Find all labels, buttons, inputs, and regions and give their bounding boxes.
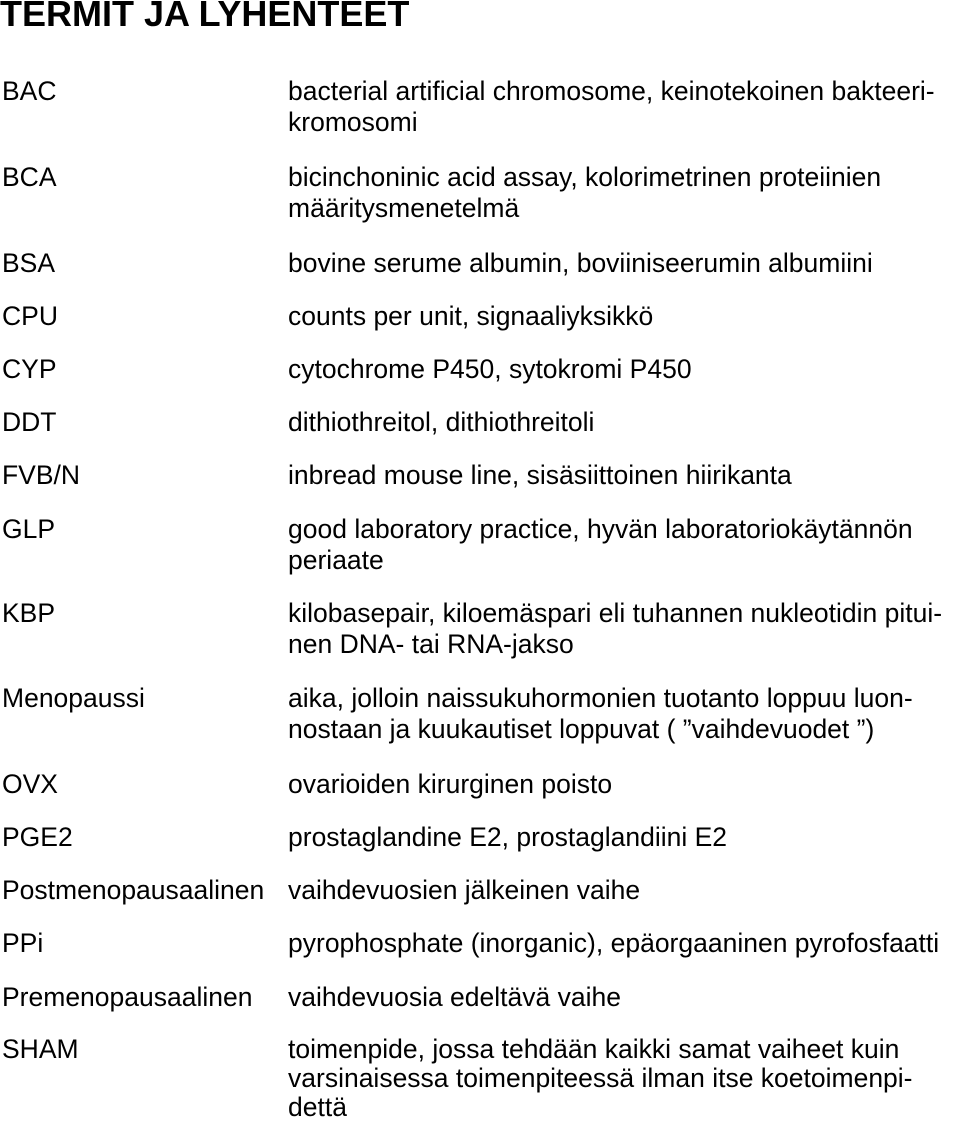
abbreviation-definition [288,407,956,438]
abbreviation-definition [288,460,956,491]
abbreviation-term: SHAM [2,1034,79,1064]
abbreviation-definition [288,875,956,906]
abbreviation-term: Premenopausaalinen [2,982,253,1012]
abbreviation-definition [288,928,956,959]
definition-line: counts per unit, signaaliyksikkö [288,301,654,331]
abbreviation-term: PGE2 [2,822,73,852]
abbreviation-term: BSA [2,248,56,278]
definition-line: cytochrome P450, sytokromi P450 [288,354,692,384]
abbreviation-definition [288,301,956,332]
definition-line: pyrophosphate (inorganic), epäorgaaninen pyrofosfaatti [288,928,940,958]
abbreviation-definition [288,769,956,800]
definition-line: inbread mouse line, sisäsiittoinen hiirikanta [288,460,792,490]
definition-line: bovine serume albumin, boviiniseerumin albumiini [288,248,873,278]
abbreviation-term: FVB/N [2,460,81,490]
definition-line: ovarioiden kirurginen poisto [288,769,613,799]
definition-line: kromosomi [288,107,418,137]
definition-line: määritysmenetelmä [288,193,520,223]
definition-line: periaate [288,545,384,575]
abbreviation-definition [288,683,956,745]
abbreviation-definition [288,822,956,853]
definition-line: nostaan ja kuukautiset loppuvat ( ”vaihdevuodet ”) [288,714,875,744]
definition-line: dettä [288,1092,347,1122]
abbreviation-term: Menopaussi [2,683,145,713]
definition-line: toimenpide, jossa tehdään kaikki samat vaiheet kuin [288,1034,900,1064]
definition-line: good laboratory practice, hyvän laboratoriokäytännön [288,514,913,544]
definition-line: bacterial artificial chromosome, keinotekoinen bakteeri- [288,76,935,106]
abbreviation-term: DDT [2,407,57,437]
abbreviation-term: GLP [2,514,56,544]
abbreviation-definition [288,248,956,279]
abbreviation-term: KBP [2,598,56,628]
abbreviation-term: PPi [2,928,44,958]
abbreviation-definition [288,598,956,660]
abbreviation-definition [288,514,956,576]
abbreviation-term: BCA [2,162,57,192]
abbreviation-term: Postmenopausaalinen [2,875,265,905]
definition-line: kilobasepair, kiloemäspari eli tuhannen nukleotidin pitui- [288,598,943,628]
abbreviation-term: OVX [2,769,58,799]
abbreviation-definition [288,76,956,138]
abbreviation-term: BAC [2,76,57,106]
definition-line: bicinchoninic acid assay, kolorimetrinen proteiinien [288,162,882,192]
definition-line: prostaglandine E2, prostaglandiini E2 [288,822,728,852]
definition-line: vaihdevuosia edeltävä vaihe [288,982,621,1012]
definition-line: dithiothreitol, dithiothreitoli [288,407,595,437]
abbreviation-term: CYP [2,354,57,384]
definition-line: aika, jolloin naissukuhormonien tuotanto loppuu luon- [288,683,913,713]
abbreviation-definition [288,1035,956,1122]
abbreviation-definition [288,162,956,224]
page-title: TERMIT JA LYHENTEET [0,0,410,34]
definition-line: vaihdevuosien jälkeinen vaihe [288,875,641,905]
definition-line: nen DNA- tai RNA-jakso [288,629,574,659]
definition-line: varsinaisessa toimenpiteessä ilman itse koetoimenpi- [288,1063,913,1093]
abbreviation-definition [288,982,956,1013]
abbreviation-term: CPU [2,301,58,331]
abbreviation-definition [288,354,956,385]
